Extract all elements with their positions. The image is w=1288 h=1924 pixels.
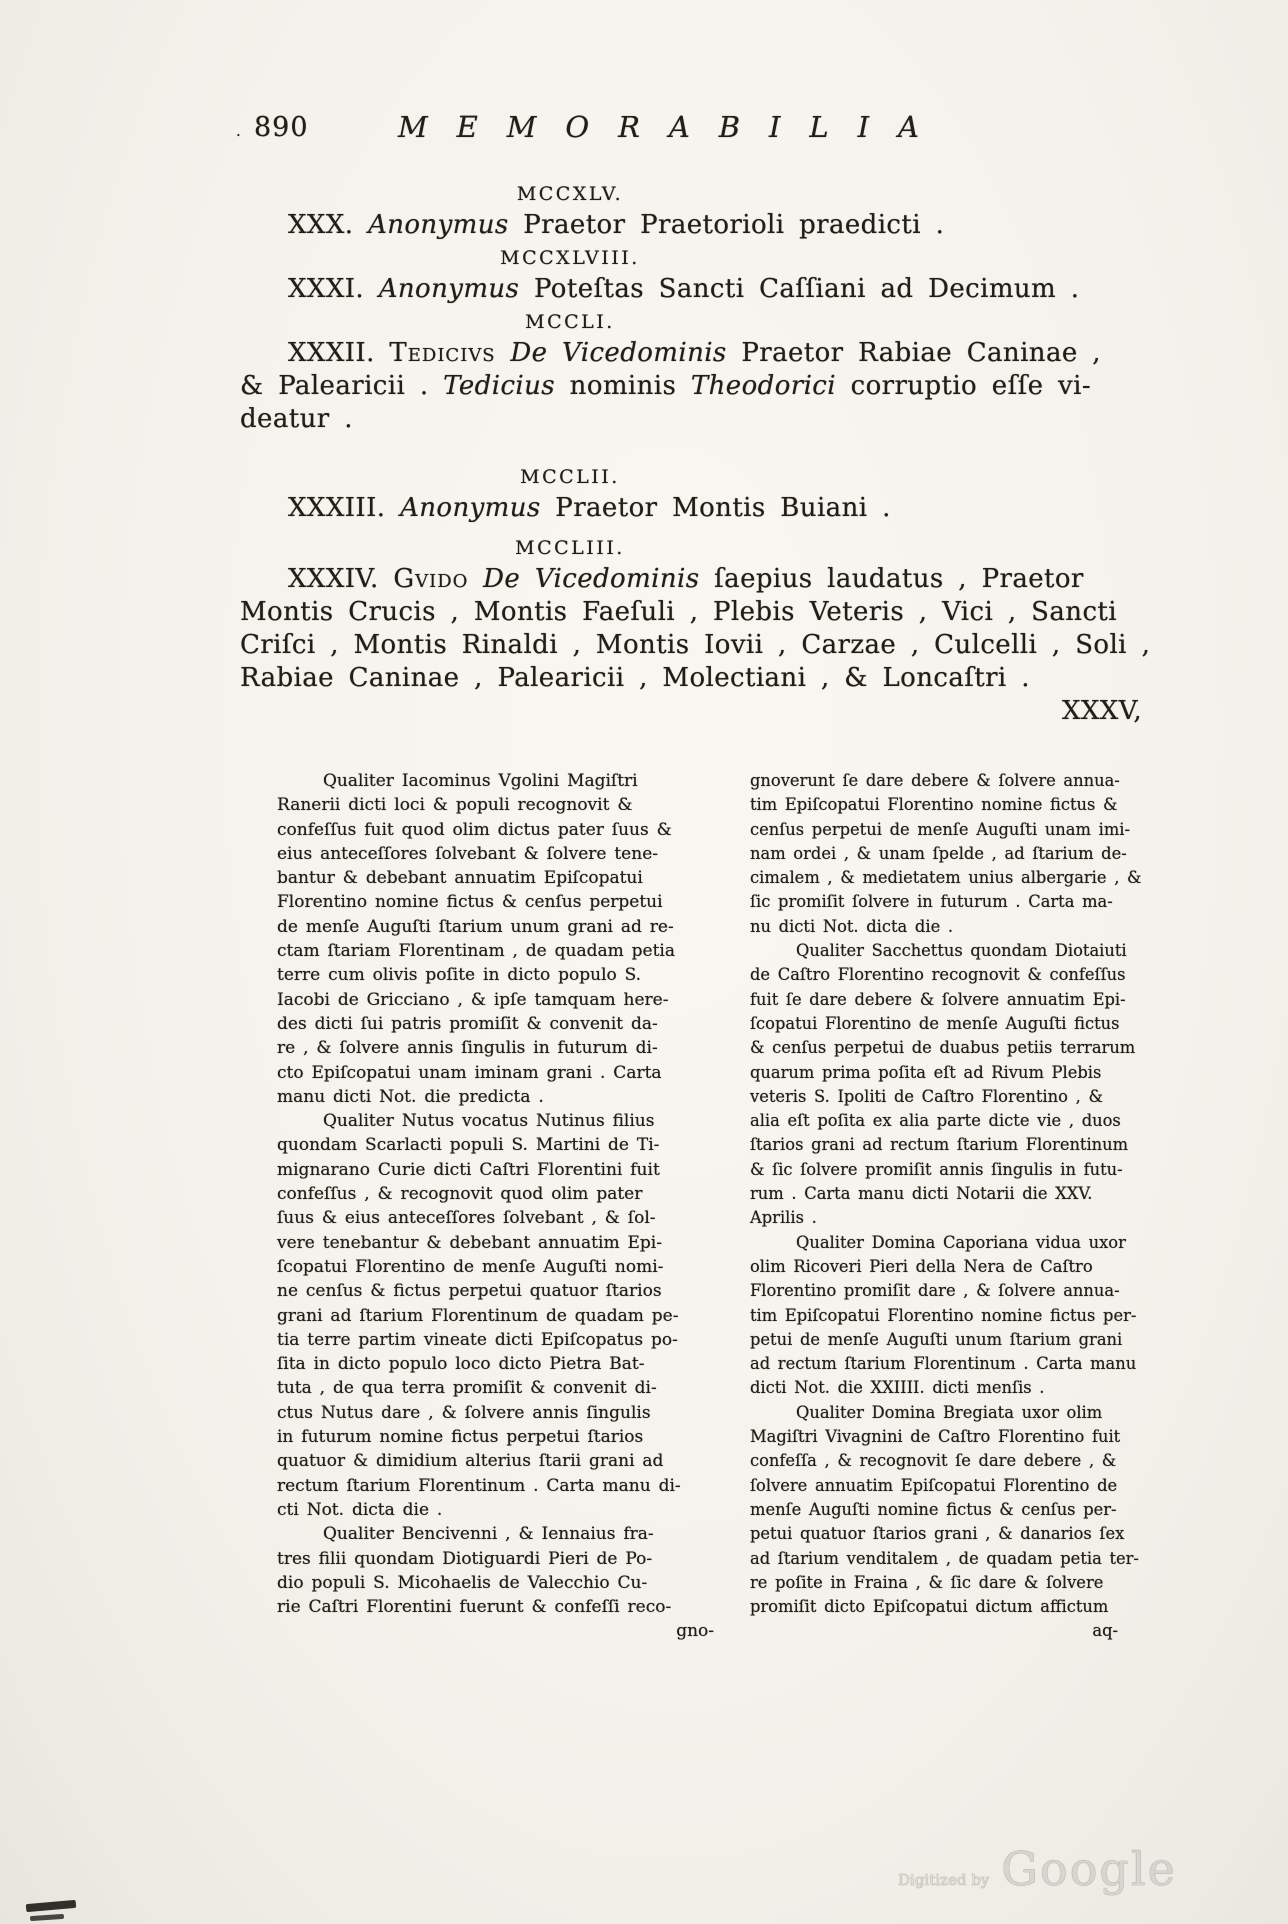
column-line: nam ordei , & unam ſpelde , ad ſtarium de- [750,843,1127,863]
column-line: alia eſt poſita ex alia parte dicte vie , duos [750,1111,1121,1131]
text-segment: De Vicedominis [483,564,700,594]
entry-line [240,662,1152,695]
column-line: de Caſtro Florentino recognovit & confeſſus [750,965,1126,985]
column-line: de menſe Auguſti ſtarium unum grani ad re- [277,916,674,937]
column-line: rie Caſtri Florentini fuerunt & confeſſi reco- [277,1597,672,1618]
text-column-left [277,769,714,1644]
column-line: tia terre partim vineate dicti Epiſcopatus po- [277,1329,678,1350]
column-line: Magiſtri Vivagnini de Caſtro Florentino fuit [750,1427,1121,1447]
text-segment: De Vicedominis [510,338,727,368]
column-line: re , & ſolvere annis ſingulis in futurum di- [277,1038,658,1059]
column-line: tim Epiſcopatui Florentino nomine fictus per- [750,1305,1137,1325]
section-number-heading: MCCXLVIII. [500,247,640,269]
text-segment: nominis [555,371,691,401]
text-segment: Rabiae Caninae , Palearicii , Molectiani , & Loncaſtri . [240,663,1030,693]
column-line: tim Epiſcopatui Florentino nomine fictus & [750,795,1118,815]
column-line: ctus Nutus dare , & ſolvere annis ſingulis [277,1402,651,1423]
text-segment: Praetor Praetorioli praedicti . [508,210,945,240]
entry-line [240,337,1152,370]
column-line: quatuor & dimidium alterius ſtarii grani ad [277,1451,664,1472]
entry-line [240,370,1152,403]
column-line: grani ad ſtarium Florentinum de quadam pe- [277,1305,679,1326]
entries-section [240,176,1152,728]
entry-line [240,629,1152,662]
google-logo-watermark: Google [1001,1842,1177,1896]
entry-line [240,273,1152,306]
column-line: confeſſa , & recognovit ſe dare debere , & [750,1451,1117,1471]
text-segment: Anonymus [400,493,541,523]
catchword: aq- [1092,1621,1118,1641]
column-line: Ranerii dicti loci & populi recognovit & [277,795,633,816]
column-line: dio populi S. Micohaelis de Valecchio Cu- [277,1572,648,1593]
column-line: cti Not. dicta die . [277,1499,443,1520]
column-line: terre cum olivis poſite in dicto populo S. [277,965,642,986]
column-line: ctam ſtariam Florentinam , de quadam petia [277,941,675,962]
column-line: ſcopatui Florentino de menſe Auguſti fictus [750,1013,1120,1033]
text-column-right [750,769,1142,1644]
column-line: rum . Carta manu dicti Notarii die XXV. [750,1184,1093,1204]
column-line: petui quatuor ſtarios grani , & danarios ſex [750,1524,1125,1544]
column-line: re poſite in Fraina , & ſic dare & ſolvere [750,1572,1104,1592]
column-line: & cenſus perpetui de duabus petiis terrarum [750,1038,1136,1058]
entry-line [240,492,1152,525]
column-line: & ſic ſolvere promiſit annis ſingulis in futu- [750,1159,1123,1179]
text-segment: XXXV, [1061,696,1142,726]
section-number-heading: MCCLIII. [515,537,625,559]
text-segment: Anonymus [378,274,520,304]
column-line: ſcopatui Florentino de menſe Auguſti nomi- [277,1256,664,1277]
text-segment: ſaepius laudatus , Praetor [699,564,1084,594]
text-segment: Criſci , Montis Rinaldi , Montis Iovii , Carzae , Culcelli , Soli , [240,630,1151,660]
column-line: cenſus perpetui de menſe Auguſti unam imi- [750,819,1130,839]
entry-line [240,403,1152,436]
column-line: menſe Auguſti nomine fictus & cenſus per- [750,1499,1117,1519]
column-line: vere tenebantur & debebant annuatim Epi- [277,1232,662,1253]
text-segment [496,338,511,368]
text-segment: Praetor Rabiae Caninae , [726,338,1101,368]
column-line: Qualiter Domina Caporiana vidua uxor [796,1232,1126,1252]
column-line: cto Epiſcopatui unam iminam grani . Carta [277,1062,662,1083]
column-line: Qualiter Sacchettus quondam Diotaiuti [796,941,1127,961]
column-line: quarum prima poſita eſt ad Rivum Plebis [750,1062,1102,1082]
column-line: olim Ricoveri Pieri della Nera de Caſtro [750,1256,1093,1276]
text-segment: & Palearicii . [240,371,444,401]
column-line: gnoverunt ſe dare debere & ſolvere annua- [750,771,1120,790]
text-segment: Anonymus [368,210,509,240]
column-line: veteris S. Ipoliti de Caſtro Florentino , & [750,1086,1103,1106]
column-line: ſita in dicto populo loco dicto Pietra Bat- [277,1354,645,1375]
column-line: tuta , de qua terra promiſit & convenit di- [277,1378,657,1399]
column-line: ſuus & eius anteceſſores ſolvebant , & ſol- [277,1208,656,1229]
running-header-title: M E M O R A B I L I A [398,110,929,144]
text-segment: Tedicivs [389,338,496,368]
column-line: tres filii quondam Diotiguardi Pieri de Po- [277,1548,653,1569]
column-line: fuit ſe dare debere & ſolvere annuatim Epi- [750,989,1126,1009]
column-line: Qualiter Domina Bregiata uxor olim [796,1402,1103,1422]
column-line: ad rectum ſtarium Florentinum . Carta manu [750,1354,1137,1374]
digitized-watermark [898,1842,1177,1896]
column-line: Qualiter Iacominus Vgolini Magiſtri [323,771,638,791]
column-line: cimalem , & medietatem unius albergarie , & [750,868,1142,888]
ink-speck: · [236,126,241,144]
column-line: eius anteceſſores ſolvebant & ſolvere tene- [277,843,658,864]
catchword: gno- [676,1621,714,1642]
section-number-heading: MCCXLV. [516,183,624,205]
column-line: ſolvere annuatim Epiſcopatui Florentino de [750,1475,1118,1495]
text-segment: Montis Crucis , Montis Faeſuli , Plebis Veteris , Vici , Sancti [240,597,1117,627]
column-line: ne cenſus & fictus perpetui quatuor ſtarios [277,1281,662,1302]
column-line: Iacobi de Gricciano , & ipſe tamquam here- [277,989,669,1010]
entry-line [240,695,1152,728]
column-line: mignarano Curie dicti Caſtri Florentini fuit [277,1159,660,1180]
text-segment: XXX. [288,210,369,240]
entry-line [240,209,1152,242]
page-number: 890 [254,112,309,143]
column-line: petui de menſe Auguſti unum ſtarium grani [750,1329,1123,1349]
column-line: confeſſus fuit quod olim dictus pater ſuus & [277,819,672,840]
text-segment: XXXIII. [288,493,401,523]
text-segment: Tedicius [443,371,556,401]
text-segment: XXXIV. [288,564,394,594]
column-line: Qualiter Bencivenni , & Iennaius fra- [323,1524,654,1545]
column-line: ſic promiſit ſolvere in futurum . Carta ma- [750,892,1113,912]
column-line: promiſit dicto Epiſcopatui dictum affictum [750,1597,1109,1617]
text-segment: corruptio eſſe vi- [835,371,1092,401]
column-line: ad ſtarium venditalem , de quadam petia ter- [750,1548,1139,1568]
text-segment: XXXI. [288,274,379,304]
text-segment: Praetor Montis Buiani . [540,493,891,523]
entry-line [240,563,1152,596]
column-line: Florentino nomine fictus & cenſus perpetui [277,892,663,913]
scan-corner-artifact [30,1914,64,1921]
column-line: dicti Not. die XXIIII. dicti menſis . [750,1378,1045,1398]
column-line: in futurum nomine fictus perpetui ſtarios [277,1427,644,1448]
text-segment: XXXII. [288,338,390,368]
text-segment: Theodorici [690,371,836,401]
column-line: Qualiter Nutus vocatus Nutinus filius [323,1111,655,1132]
column-line: des dicti ſui patris promiſit & convenit da- [277,1013,658,1034]
column-line: confeſſus , & recognovit quod olim pater [277,1184,643,1205]
column-line: rectum ſtarium Florentinum . Carta manu di- [277,1475,681,1496]
column-line: quondam Scarlacti populi S. Martini de Ti- [277,1135,660,1156]
watermark-prefix-text: Digitized by [898,1871,990,1889]
column-line: manu dicti Not. die predicta . [277,1086,544,1107]
text-segment: Gvido [393,564,469,594]
column-line: bantur & debebant annuatim Epiſcopatui [277,868,643,889]
section-number-heading: MCCLII. [520,466,620,488]
column-line: Florentino promiſit dare , & ſolvere annua- [750,1281,1120,1301]
column-line: nu dicti Not. dicta die . [750,916,954,936]
text-segment [468,564,483,594]
scan-corner-artifact [26,1900,77,1912]
section-number-heading: MCCLI. [525,311,615,333]
text-segment: Poteſtas Sancti Caſſiani ad Decimum . [519,274,1080,304]
text-segment: deatur . [240,404,353,434]
column-line: Aprilis . [750,1208,817,1228]
entry-line [240,596,1152,629]
column-line: ſtarios grani ad rectum ſtarium Florentinum [750,1135,1129,1155]
